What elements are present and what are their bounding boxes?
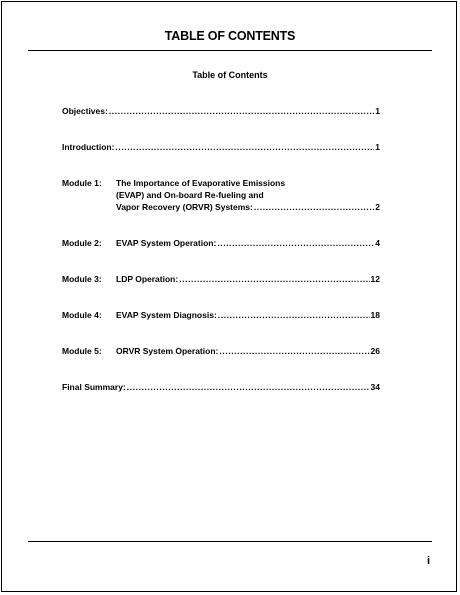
toc-entry-final-summary[interactable] (62, 381, 380, 393)
module-title-end: LDP Operation: (116, 274, 179, 284)
footer-rule (28, 541, 432, 542)
toc-entry-module-5[interactable] (62, 345, 380, 357)
module-body (116, 309, 380, 321)
dot-leader (217, 237, 374, 249)
dot-leader (109, 105, 374, 117)
toc-entry-module-3[interactable] (62, 273, 380, 285)
page-border (1, 1, 457, 592)
footer-page-number: i (427, 555, 431, 567)
header-rule (28, 50, 432, 51)
toc-entry-module-4[interactable] (62, 309, 380, 321)
toc-entry-label: Objectives: (62, 106, 108, 116)
toc-entry-page: 1 (375, 142, 380, 152)
module-title-line: (EVAP) and On-board Re-fueling and (116, 190, 264, 200)
toc-heading: Table of Contents (192, 70, 268, 80)
dot-leader (254, 201, 374, 213)
page-title: TABLE OF CONTENTS (164, 29, 296, 43)
dot-leader (115, 141, 374, 153)
toc-entry-module-1[interactable] (62, 177, 380, 215)
dot-leader (179, 273, 369, 285)
dot-leader (219, 345, 369, 357)
module-label: Module 3: (62, 274, 102, 284)
module-body (116, 237, 380, 249)
module-label: Module 5: (62, 346, 102, 356)
module-title-line: The Importance of Evaporative Emissions (116, 178, 286, 188)
module-body (116, 273, 380, 285)
dot-leader (218, 309, 370, 321)
toc-entry-introduction[interactable] (62, 141, 380, 153)
toc-entry-page: 4 (375, 238, 380, 248)
dot-leader (127, 381, 370, 393)
toc-entry-page: 1 (375, 106, 380, 116)
toc-entry-page: 12 (370, 274, 380, 284)
module-title-end: ORVR System Operation: (116, 346, 219, 356)
module-title-end: EVAP System Operation: (116, 238, 217, 248)
toc-entry-objectives[interactable] (62, 105, 380, 117)
module-title-end: Vapor Recovery (ORVR) Systems: (116, 202, 253, 212)
module-body (116, 345, 380, 357)
toc-entry-label: Final Summary: (62, 382, 126, 392)
module-label: Module 1: (62, 178, 102, 188)
toc-entry-page: 26 (370, 346, 380, 356)
toc-entry-page: 18 (370, 310, 380, 320)
module-label: Module 4: (62, 310, 102, 320)
module-label: Module 2: (62, 238, 102, 248)
toc-entry-page: 34 (370, 382, 380, 392)
toc-entry-page: 2 (375, 202, 380, 212)
module-title-end: EVAP System Diagnosis: (116, 310, 217, 320)
toc-entry-module-2[interactable] (62, 237, 380, 249)
module-last-line (116, 201, 380, 213)
toc-entry-label: Introduction: (62, 142, 115, 152)
module-body (116, 177, 380, 213)
